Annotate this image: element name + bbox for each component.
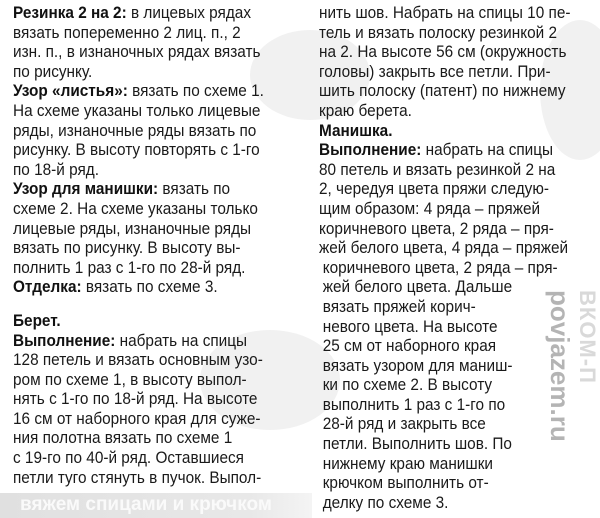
line-text: невого цвета. На высоте bbox=[322, 317, 498, 336]
text-line bbox=[13, 63, 264, 83]
line-text: набрать на спицы bbox=[115, 331, 248, 350]
background-watermark: ВКОМ-П bbox=[575, 290, 600, 384]
line-text: выполнить 1 раз с 1-го по bbox=[322, 395, 506, 414]
line-text: рисунку. В высоту повторять с 1-го bbox=[13, 141, 260, 160]
line-text: вязать узором для маниш- bbox=[322, 356, 513, 375]
text-line bbox=[13, 351, 264, 371]
line-text: нижнему краю манишки bbox=[322, 454, 493, 473]
text-line bbox=[319, 455, 570, 475]
text-line bbox=[13, 43, 264, 63]
paragraph-gap bbox=[13, 298, 283, 312]
text-line bbox=[319, 278, 570, 298]
line-text: коричневого цвета, 2 ряда – пря- bbox=[322, 258, 558, 277]
line-text: жей белого цвета. Дальше bbox=[322, 278, 513, 297]
line-text: 80 петель и вязать резинкой 2 на bbox=[319, 160, 556, 179]
line-text: шить полоску (патент) по нижнему bbox=[319, 82, 566, 101]
line-text: вязать по схеме 1. bbox=[127, 82, 264, 101]
bold-heading: Резинка 2 на 2: bbox=[13, 4, 127, 22]
line-text: На схеме указаны только лицевые bbox=[13, 101, 261, 120]
text-line bbox=[319, 298, 570, 318]
text-line bbox=[13, 141, 264, 161]
line-text: изн. п., в изнаночных рядах вязать bbox=[13, 43, 261, 62]
line-text: ряды, изнаночные ряды вязать по bbox=[13, 121, 257, 140]
line-text: на 2. На высоте 56 см (окружность bbox=[319, 43, 567, 62]
text-line bbox=[319, 337, 570, 357]
text-line bbox=[319, 318, 570, 338]
text-line bbox=[13, 469, 264, 489]
text-line bbox=[319, 357, 570, 377]
text-line bbox=[319, 396, 570, 416]
text-line bbox=[13, 429, 264, 449]
text-line bbox=[319, 63, 570, 83]
line-text: щим образом: 4 ряда – пряжей bbox=[319, 199, 541, 218]
line-text: делку по схеме 3. bbox=[322, 493, 449, 512]
line-text: ром по схеме 1, в высоту выпол- bbox=[13, 370, 247, 389]
text-line bbox=[319, 102, 570, 122]
text-line bbox=[13, 390, 264, 410]
line-text: краю берета. bbox=[319, 101, 412, 120]
bottom-banner bbox=[0, 493, 312, 518]
text-line bbox=[13, 180, 264, 200]
text-line bbox=[319, 239, 570, 259]
line-text: коричневого цвета, 2 ряда – пря- bbox=[319, 219, 554, 238]
text-line bbox=[13, 4, 264, 24]
line-text: схеме 2. На схеме указаны только bbox=[13, 199, 258, 218]
text-line bbox=[319, 376, 570, 396]
line-text: 28-й ряд и закрыть все bbox=[322, 415, 486, 434]
text-line bbox=[319, 122, 570, 142]
line-text: тель и вязать полоску резинкой 2 bbox=[319, 23, 558, 42]
line-text: петли туго стянуть в пучок. Выпол- bbox=[13, 468, 262, 487]
line-text: по рисунку. bbox=[13, 62, 93, 81]
line-text: в лицевых рядах bbox=[126, 4, 252, 22]
text-line bbox=[319, 4, 570, 24]
line-text: петли. Выполнить шов. По bbox=[322, 435, 512, 454]
text-line bbox=[13, 449, 264, 469]
text-line bbox=[13, 161, 264, 181]
text-line bbox=[319, 259, 570, 279]
text-line bbox=[13, 200, 264, 220]
text-line bbox=[13, 239, 264, 259]
line-text: вязать пряжей корич- bbox=[322, 297, 476, 316]
text-line bbox=[13, 220, 264, 240]
line-text: ки по схеме 2. В высоту bbox=[322, 376, 493, 395]
bold-heading: Отделка: bbox=[13, 278, 82, 297]
line-text: 16 см от наборного края для суже- bbox=[13, 409, 261, 428]
text-line bbox=[13, 82, 264, 102]
text-line bbox=[319, 415, 570, 435]
text-line bbox=[13, 259, 264, 279]
line-text: полнить 1 раз с 1-го по 28-й ряд. bbox=[13, 258, 246, 277]
line-text: нять с 1-го по 18-й ряд. На высоте bbox=[13, 390, 258, 409]
text-line bbox=[319, 141, 570, 161]
text-line bbox=[13, 371, 264, 391]
line-text: с 19-го по 40-й ряд. Оставшиеся bbox=[13, 449, 245, 468]
line-text: вязать по схеме 3. bbox=[81, 278, 218, 297]
bold-heading: Выполнение: bbox=[319, 141, 422, 160]
line-text: ния полотна вязать по схеме 1 bbox=[13, 429, 233, 448]
bold-heading: Манишка. bbox=[319, 121, 393, 140]
line-text: вязать попеременно 2 лиц. п., 2 bbox=[13, 23, 241, 42]
text-line bbox=[319, 220, 570, 240]
line-text: лицевые ряды, изнаночные ряды bbox=[13, 219, 252, 238]
text-line bbox=[13, 312, 264, 332]
line-text: нить шов. Набрать на спицы 10 пе- bbox=[319, 4, 571, 22]
line-text: 128 петель и вязать основным узо- bbox=[13, 351, 263, 370]
line-text: вязать по рисунку. В высоту вы- bbox=[13, 239, 241, 258]
bold-heading: Узор для манишки: bbox=[13, 180, 159, 199]
text-line bbox=[319, 474, 570, 494]
line-text: вязать по bbox=[158, 180, 231, 199]
text-line bbox=[319, 435, 570, 455]
line-text: жей белого цвета, 4 ряда – пряжей bbox=[319, 239, 569, 258]
text-line bbox=[319, 494, 570, 514]
text-line bbox=[319, 43, 570, 63]
site-watermark: povjazem.ru bbox=[545, 290, 575, 442]
text-line bbox=[13, 122, 264, 142]
text-line bbox=[13, 102, 264, 122]
line-text: 2, чередуя цвета пряжи следую- bbox=[319, 180, 549, 199]
banner-text: вяжем спицами и крючком bbox=[20, 494, 272, 515]
line-text: головы) закрыть все петли. При- bbox=[319, 62, 551, 81]
text-line bbox=[319, 24, 570, 44]
line-text: 25 см от наборного края bbox=[322, 337, 497, 356]
text-line bbox=[13, 332, 264, 352]
bold-heading: Узор «листья»: bbox=[13, 82, 128, 101]
line-text: набрать на спицы bbox=[421, 141, 554, 160]
text-line bbox=[13, 24, 264, 44]
text-line bbox=[319, 180, 570, 200]
text-line bbox=[13, 278, 264, 298]
line-text: по 18-й ряд. bbox=[13, 160, 100, 179]
bold-heading: Берет. bbox=[13, 311, 61, 330]
left-text-column bbox=[13, 4, 283, 488]
line-text: крючком выполнить от- bbox=[322, 474, 489, 493]
bold-heading: Выполнение: bbox=[13, 331, 116, 350]
text-line bbox=[319, 161, 570, 181]
text-line bbox=[319, 82, 570, 102]
text-line bbox=[319, 200, 570, 220]
text-line bbox=[13, 410, 264, 430]
